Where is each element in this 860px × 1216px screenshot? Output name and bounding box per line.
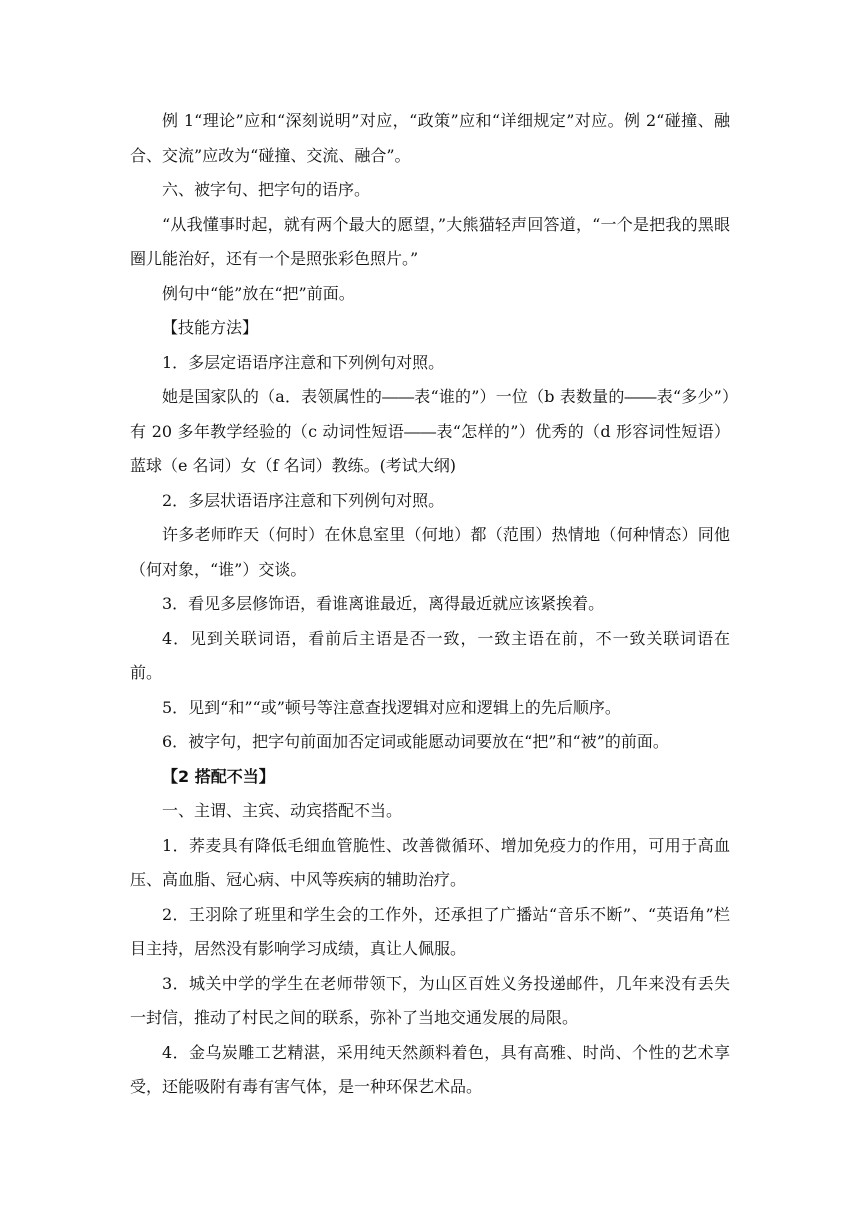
paragraph-mismatch-4: 4．金乌炭雕工艺精湛，采用纯天然颜料着色，具有高雅、时尚、个性的艺术享受，还能吸附有毒有害气体，是一种环保艺术品。 [130, 1042, 730, 1096]
paragraph-mismatch-1: 1．荞麦具有降低毛细血管脆性、改善微循环、增加免疫力的作用，可用于高血压、高血脂、冠心病、中风等疾病的辅助治疗。 [130, 835, 730, 889]
paragraph-example-answer: 例 1“理论”应和“深刻说明”对应，“政策”应和“详细规定”对应。例 2“碰撞、融合、交流”应改为“碰撞、交流、融合”。 [130, 111, 730, 165]
paragraph-example-note: 例句中“能”放在“把”前面。 [162, 283, 355, 303]
paragraph-method-6: 6．被字句，把字句前面加否定词或能愿动词要放在“把”和“被”的前面。 [162, 732, 669, 751]
paragraph-method-2: 2．多层状语语序注意和下列例句对照。 [162, 490, 445, 510]
paragraph-method-5: 5．见到“和”“或”顿号等注意查找逻辑对应和逻辑上的先后顺序。 [162, 697, 621, 717]
paragraph-method-3: 3．看见多层修饰语，看谁离谁最近，离得最近就应该紧挨着。 [162, 594, 605, 613]
paragraph-mismatch-3: 3．城关中学的学生在老师带领下，为山区百姓义务投递邮件，几年来没有丢失一封信，推动了村民之间的联系，弥补了当地交通发展的局限。 [130, 973, 730, 1027]
paragraph-method-2-example: 许多老师昨天（何时）在休息室里（何地）都（范围）热情地（何种情态）同他（何对象，“谁”）交谈。 [130, 525, 730, 579]
heading-mismatch: 【2 搭配不当】 [162, 766, 275, 786]
heading-skill-methods: 【技能方法】 [162, 318, 259, 337]
paragraph-mismatch-2: 2．王羽除了班里和学生会的工作外，还承担了广播站“音乐不断”、“英语角”栏目主持，居然没有影响学习成绩，真让人佩服。 [130, 904, 730, 958]
document-page [130, 104, 730, 1105]
paragraph-method-1-example: 她是国家队的（a．表领属性的――表“谁的”）一位（b 表数量的――表“多少”）有 20 多年教学经验的（c 动词性短语――表“怎样的”）优秀的（d 形容词性短语）蓝球（e 名词）女（f 名词）教练。(考试大纲) [130, 387, 730, 475]
paragraph-method-4: 4．见到关联词语，看前后主语是否一致，一致主语在前，不一致关联词语在前。 [130, 628, 730, 682]
paragraph-mismatch-intro: 一、主谓、主宾、动宾搭配不当。 [162, 801, 403, 820]
paragraph-method-1: 1．多层定语语序注意和下列例句对照。 [162, 352, 445, 372]
paragraph-section-six: 六、被字句、把字句的语序。 [162, 180, 371, 199]
paragraph-panda-quote: “从我懂事时起，就有两个最大的愿望，”大熊猫轻声回答道，“一个是把我的黑眼圈儿能治好，还有一个是照张彩色照片。” [130, 214, 730, 268]
